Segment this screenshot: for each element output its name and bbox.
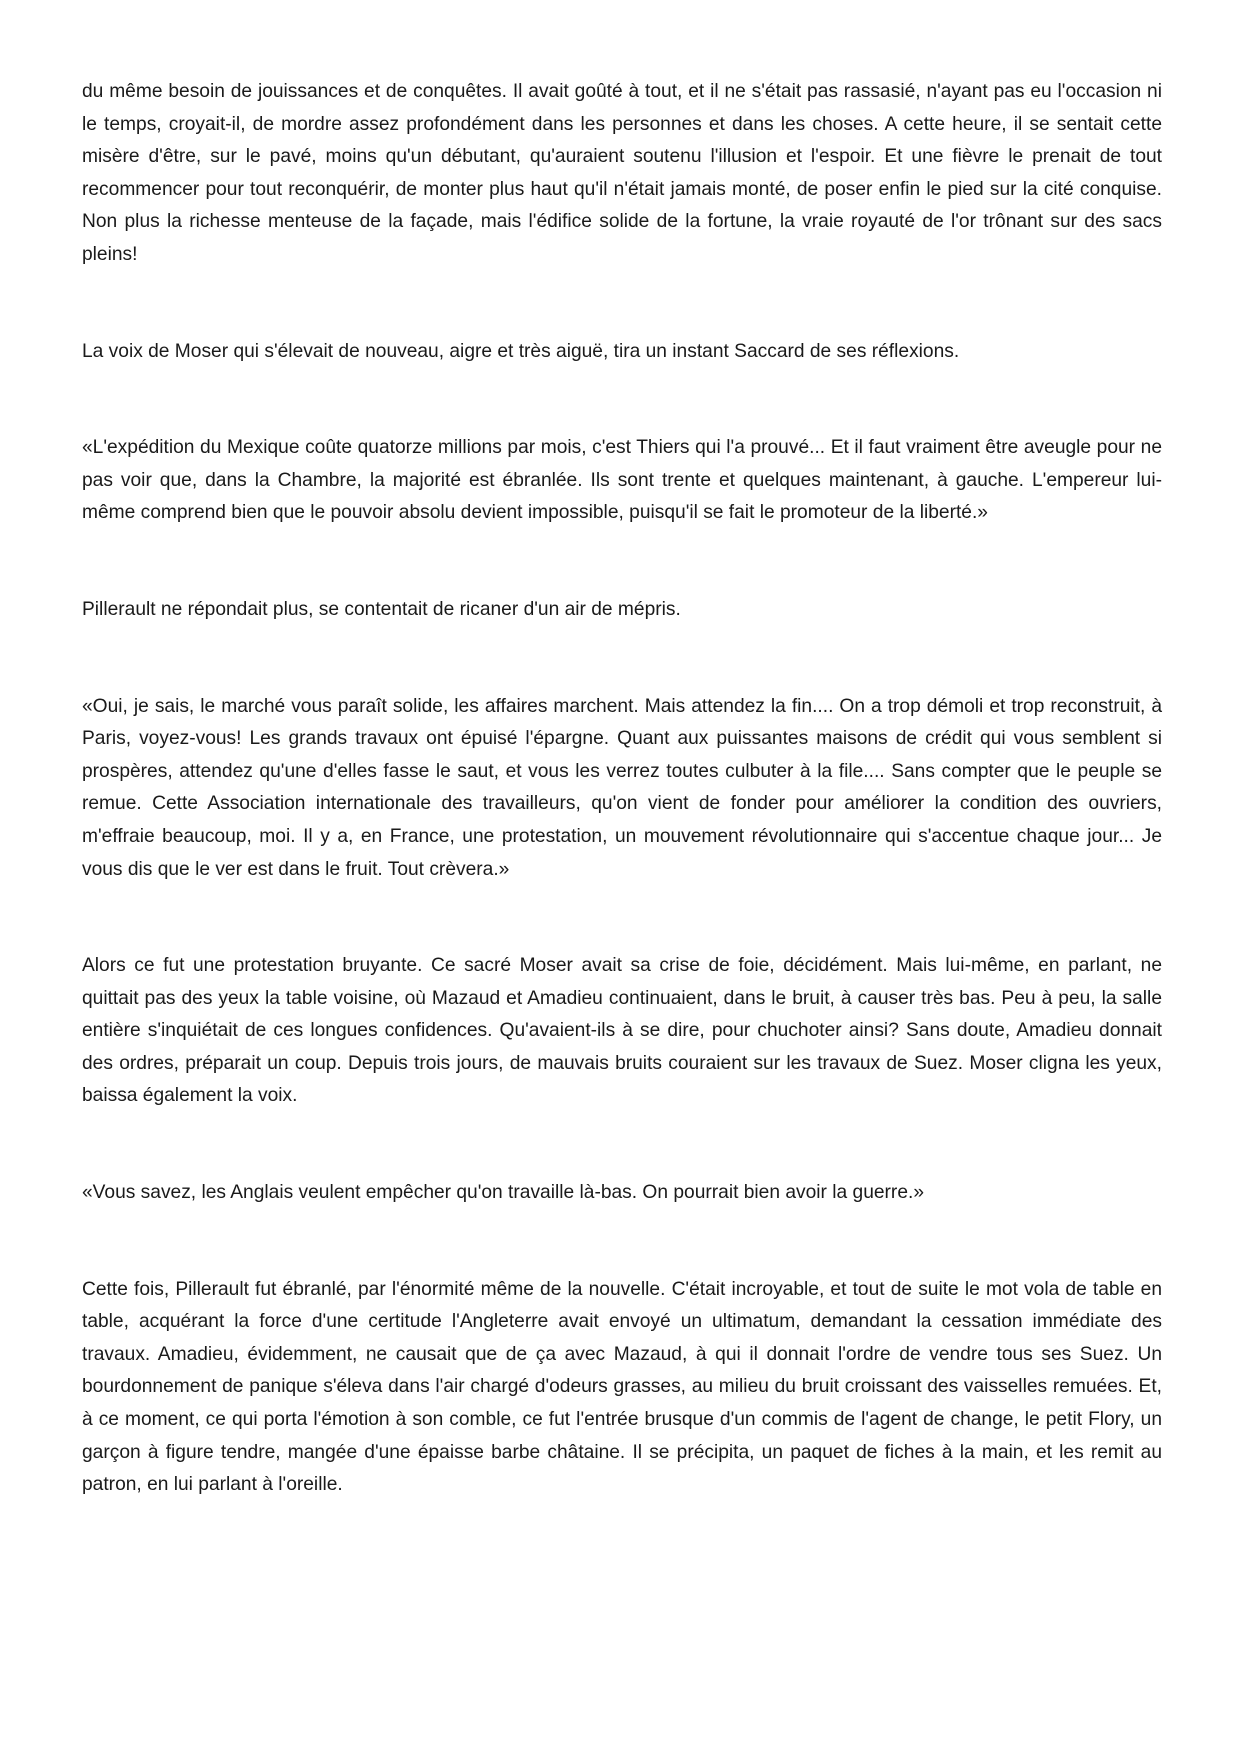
paragraph-1: du même besoin de jouissances et de conquêtes. Il avait goûté à tout, et il ne s'était pas rassasié, n'ayant pas eu l'occasion ni le temps, croyait-il, de mordre assez profondément dans les personnes et dans les choses. A cette heure, il se sentait cette misère d'être, sur le pavé, moins qu'un débutant, qu'auraient soutenu l'illusion et l'espoir. Et une fièvre le prenait de tout recommencer pour tout reconquérir, de monter plus haut qu'il n'était jamais monté, de poser enfin le pied sur la cité conquise. Non plus la richesse menteuse de la façade, mais l'édifice solide de la fortune, la vraie royauté de l'or trônant sur des sacs pleins! (82, 81, 1162, 265)
paragraph-7: «Vous savez, les Anglais veulent empêcher qu'on travaille là-bas. On pourrait bien avoir la guerre.» (82, 1182, 925, 1204)
document-page (82, 76, 1162, 1502)
paragraph-5: «Oui, je sais, le marché vous paraît solide, les affaires marchent. Mais attendez la fin.... On a trop démoli et trop reconstruit, à Paris, voyez-vous! Les grands travaux ont épuisé l'épargne. Quant aux puissantes maisons de crédit qui vous semblent si prospères, attendez qu'une d'elles fasse le saut, et vous les verrez toutes culbuter à la file.... Sans compter que le peuple se remue. Cette Association internationale des travailleurs, qu'on vient de fonder pour améliorer la condition des ouvriers, m'effraie beaucoup, moi. Il y a, en France, une protestation, un mouvement révolutionnaire qui s'accentue chaque jour... Je vous dis que le ver est dans le fruit. Tout crèvera.» (82, 695, 1162, 880)
paragraph-4: Pillerault ne répondait plus, se contentait de ricaner d'un air de mépris. (82, 598, 681, 620)
paragraph-3: «L'expédition du Mexique coûte quatorze millions par mois, c'est Thiers qui l'a prouvé... Et il faut vraiment être aveugle pour ne pas voir que, dans la Chambre, la majorité est ébranlée. Ils sont trente et quelques maintenant, à gauche. L'empereur lui-même comprend bien que le pouvoir absolu devient impossible, puisqu'il se fait le promoteur de la liberté.» (82, 437, 1162, 524)
paragraph-6: Alors ce fut une protestation bruyante. Ce sacré Moser avait sa crise de foie, décidément. Mais lui-même, en parlant, ne quittait pas des yeux la table voisine, où Mazaud et Amadieu continuaient, dans le bruit, à causer très bas. Peu à peu, la salle entière s'inquiétait de ces longues confidences. Qu'avaient-ils à se dire, pour chuchoter ainsi? Sans doute, Amadieu donnait des ordres, préparait un coup. Depuis trois jours, de mauvais bruits couraient sur les travaux de Suez. Moser cligna les yeux, baissa également la voix. (82, 955, 1162, 1107)
paragraph-2: La voix de Moser qui s'élevait de nouveau, aigre et très aiguë, tira un instant Saccard de ses réflexions. (82, 340, 960, 362)
paragraph-8: Cette fois, Pillerault fut ébranlé, par l'énormité même de la nouvelle. C'était incroyable, et tout de suite le mot vola de table en table, acquérant la force d'une certitude l'Angleterre avait envoyé un ultimatum, demandant la cessation immédiate des travaux. Amadieu, évidemment, ne causait que de ça avec Mazaud, à qui il donnait l'ordre de vendre tous ses Suez. Un bourdonnement de panique s'éleva dans l'air chargé d'odeurs grasses, au milieu du bruit croissant des vaisselles remuées. Et, à ce moment, ce qui porta l'émotion à son comble, ce fut l'entrée brusque d'un commis de l'agent de change, le petit Flory, un garçon à figure tendre, mangée d'une épaisse barbe châtaine. Il se précipita, un paquet de fiches à la main, et les remit au patron, en lui parlant à l'oreille. (82, 1278, 1162, 1496)
